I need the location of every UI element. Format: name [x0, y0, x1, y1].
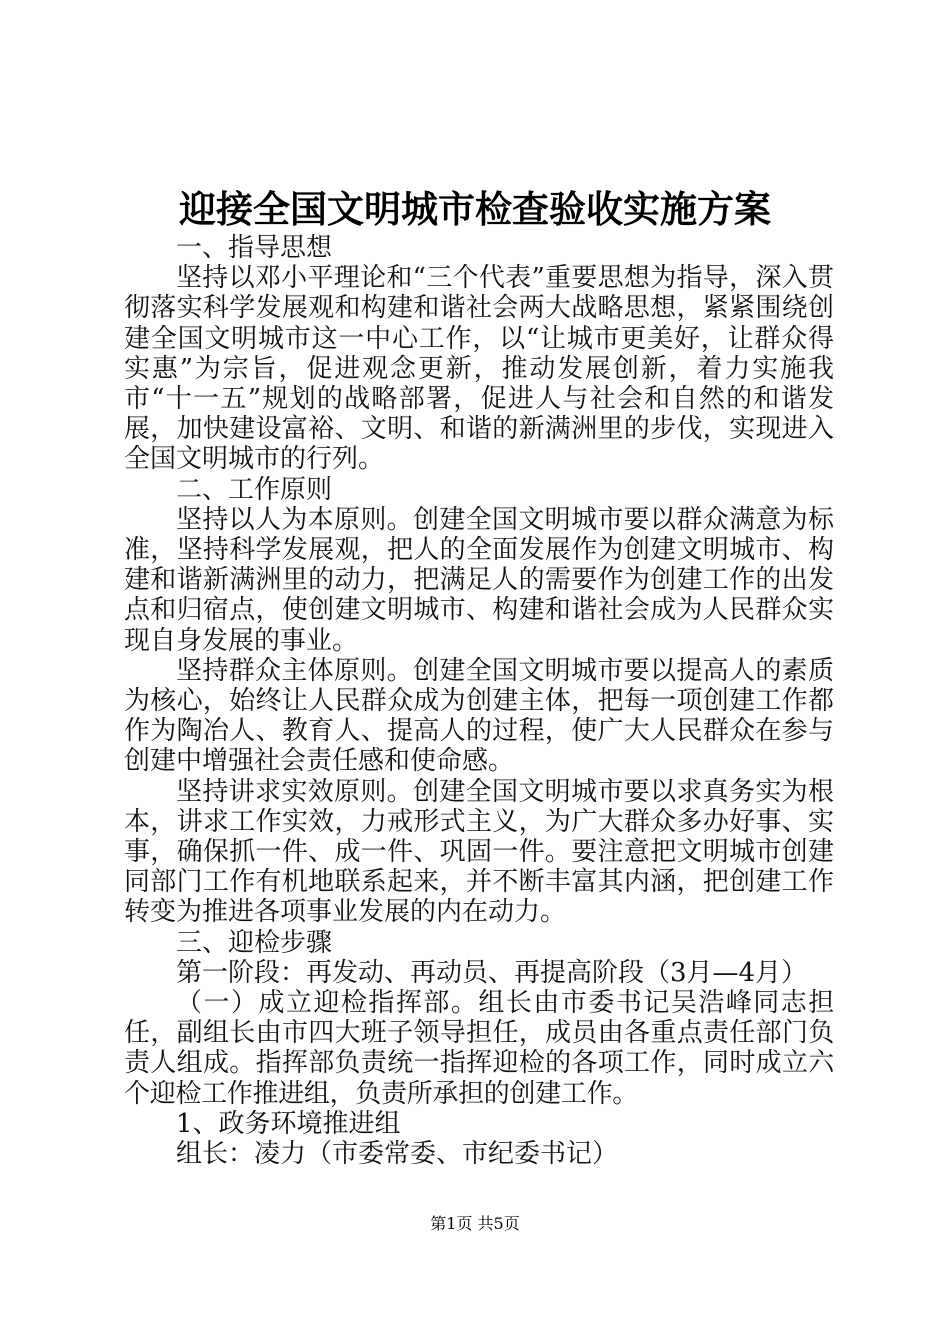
paragraph-command-center: （一）成立迎检指挥部。组长由市委书记吴浩峰同志担任，副组长由市四大班子领导担任，成员由各重点责任部门负责人组成。指挥部负责统一指挥迎检的各项工作，同时成立六个迎检工作推进组，负责所承担的创建工作。 [124, 988, 834, 1109]
document-title: 迎接全国文明城市检查验收实施方案 [179, 187, 771, 231]
paragraph-mass-subject: 坚持群众主体原则。创建全国文明城市要以提高人的素质为核心，始终让人民群众成为创建主体，把每一项创建工作都作为陶冶人、教育人、提高人的过程，使广大人民群众在参与创建中增强社会责任感和使命感。 [124, 655, 834, 777]
paragraph-people-oriented: 坚持以人为本原则。创建全国文明城市要以群众满意为标准，坚持科学发展观，把人的全面发展作为创建文明城市、构建和谐新满洲里的动力，把满足人的需要作为创建工作的出发点和归宿点，使创建文明城市、构建和谐社会成为人民群众实现自身发展的事业。 [124, 504, 834, 656]
section-heading-inspection-steps: 三、迎检步骤 [176, 927, 333, 958]
section-heading-guiding-ideology: 一、指导思想 [176, 233, 333, 263]
paragraph-practical-results: 坚持讲求实效原则。创建全国文明城市要以求真务实为根本，讲求工作实效，力戒形式主义，为广大群众多办好事、实事，确保抓一件、成一件、巩固一件。要注意把文明城市创建同部门工作有机地联系起来，并不断丰富其内涵，把创建工作转变为推进各项事业发展的内在动力。 [124, 776, 834, 928]
page-footer: 第1页 共5页 [430, 1214, 520, 1233]
section-heading-work-principles: 二、工作原则 [176, 474, 333, 505]
paragraph-guiding-ideology: 坚持以邓小平理论和“三个代表”重要思想为指导，深入贯彻落实科学发展观和构建和谐社会两大战略思想，紧紧围绕创建全国文明城市这一中心工作，以“让城市更美好，让群众得实惠”为宗旨，促进观念更新，推动发展创新，着力实施我市“十一五”规划的战略部署，促进人与社会和自然的和谐发展，加快建设富裕、文明、和谐的新满洲里的步伐，实现进入全国文明城市的行列。 [124, 263, 834, 475]
stage-heading-first: 第一阶段：再发动、再动员、再提高阶段（3月—4月） [176, 957, 808, 988]
document-body [124, 233, 834, 1169]
group-leader-line: 组长：凌力（市委常委、市纪委书记） [176, 1139, 619, 1170]
group-heading-government-environment: 1、政务环境推进组 [176, 1108, 401, 1139]
